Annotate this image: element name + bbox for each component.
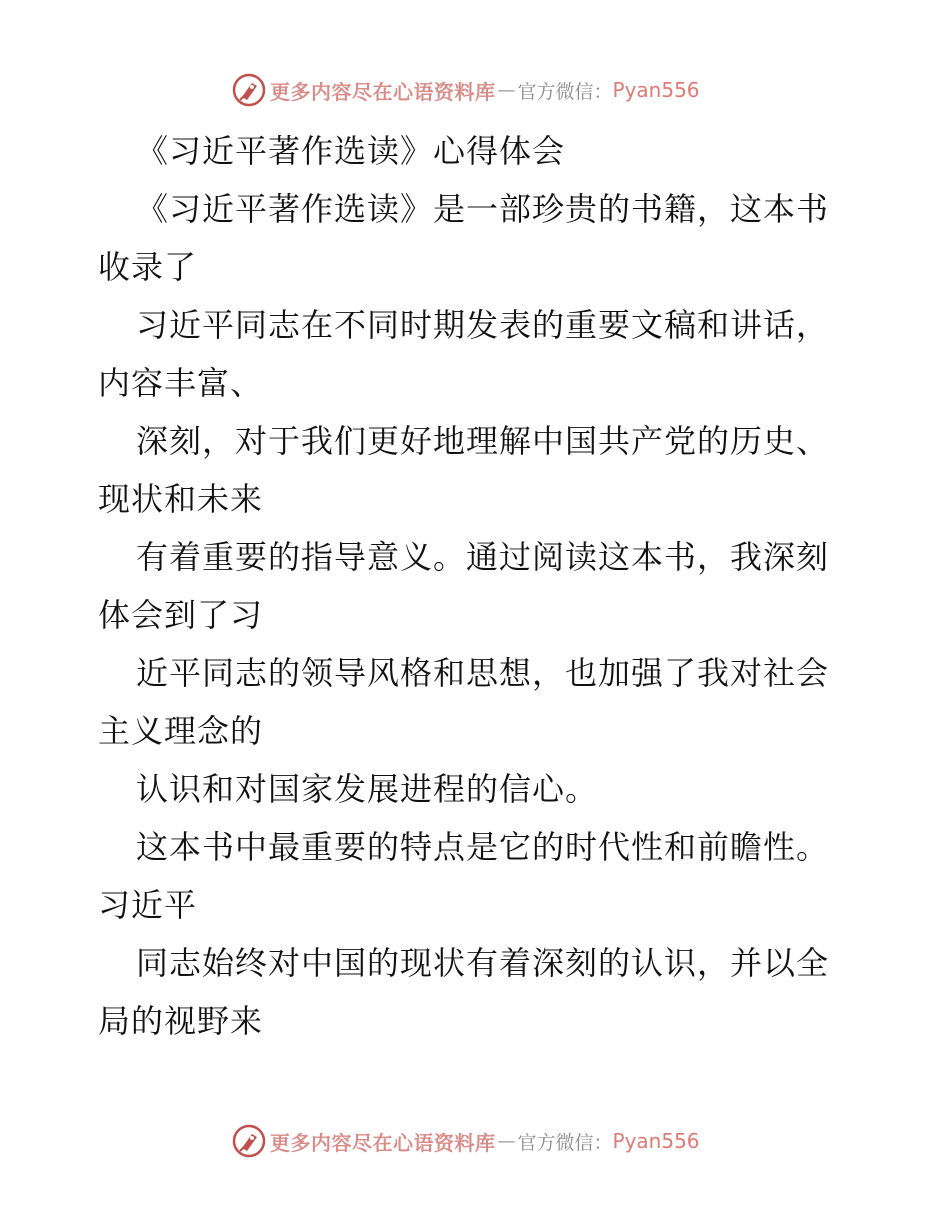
watermark-handle: Pyan556 xyxy=(612,78,700,102)
watermark-suffix-text: 官方微信： xyxy=(517,80,613,103)
text-line: 体会到了习 xyxy=(98,596,264,634)
text-line: 同志始终对中国的现状有着深刻的认识，并以全 xyxy=(136,944,830,982)
document-body xyxy=(98,122,858,1050)
text-line: 收录了 xyxy=(98,248,198,286)
watermark-dash: — xyxy=(497,1130,516,1152)
text-line: 深刻，对于我们更好地理解中国共产党的历史、 xyxy=(136,422,830,460)
text-line: 近平同志的领导风格和思想，也加强了我对社会 xyxy=(136,654,830,692)
pen-nib-logo-icon xyxy=(232,73,266,107)
header-watermark xyxy=(232,72,700,108)
text-line: 局的视野来 xyxy=(98,1002,264,1040)
text-line: 《习近平著作选读》是一部珍贵的书籍，这本书 xyxy=(136,190,830,228)
watermark-suffix-text: 官方微信： xyxy=(517,1131,613,1154)
text-line: 内容丰富、 xyxy=(98,364,264,402)
text-line: 现状和未来 xyxy=(98,480,264,518)
watermark-handle: Pyan556 xyxy=(612,1129,700,1153)
text-line: 认识和对国家发展进程的信心。 xyxy=(136,770,599,808)
text-line: 主义理念的 xyxy=(98,712,264,750)
text-line: 习近平 xyxy=(98,886,198,924)
watermark-dash: — xyxy=(497,79,516,101)
text-line: 《习近平著作选读》心得体会 xyxy=(136,132,566,170)
text-line: 这本书中最重要的特点是它的时代性和前瞻性。 xyxy=(136,828,830,866)
pen-nib-logo-icon xyxy=(232,1124,266,1158)
watermark-main-text: 更多内容尽在心语资料库 xyxy=(270,79,496,104)
watermark-main-text: 更多内容尽在心语资料库 xyxy=(270,1130,496,1155)
text-line: 有着重要的指导意义。通过阅读这本书，我深刻 xyxy=(136,538,830,576)
footer-watermark xyxy=(232,1123,700,1159)
text-line: 习近平同志在不同时期发表的重要文稿和讲话， xyxy=(136,306,830,344)
